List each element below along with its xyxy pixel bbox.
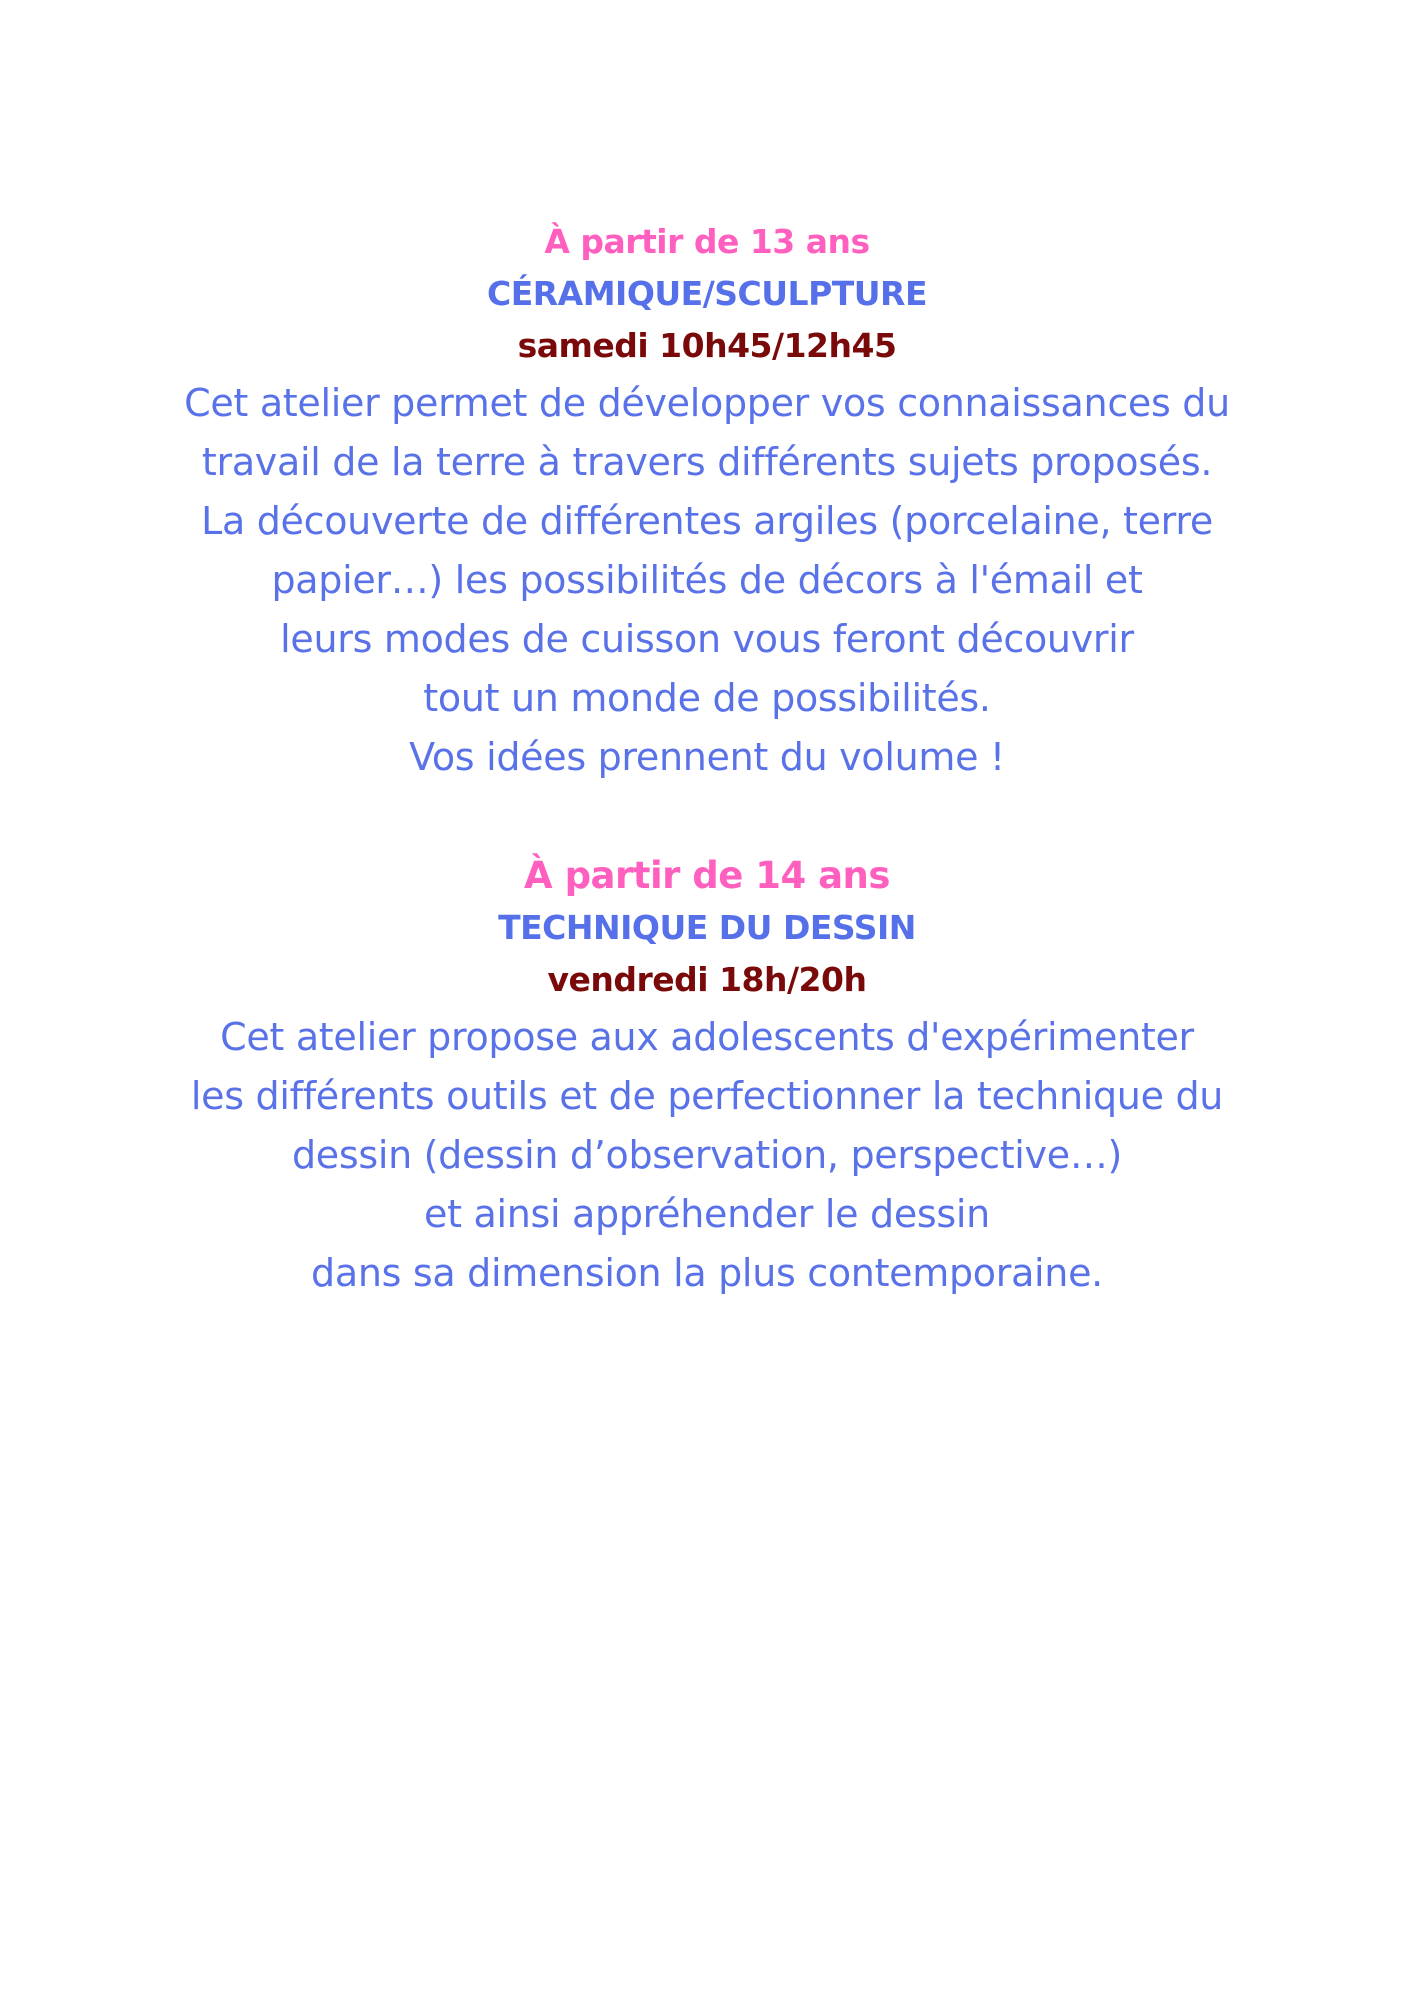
description-line: dans sa dimension la plus contemporaine. — [311, 1251, 1103, 1295]
description-line: La découverte de différentes argiles (porcelaine, terre — [201, 499, 1213, 543]
workshop-description — [0, 1008, 1414, 1303]
description-line: les différents outils et de perfectionner la technique du — [190, 1074, 1224, 1118]
workshop-title: CÉRAMIQUE/SCULPTURE — [486, 274, 928, 313]
workshop-section-dessin — [0, 850, 1414, 1303]
workshop-title: TECHNIQUE DU DESSIN — [498, 908, 916, 947]
description-line: tout un monde de possibilités. — [423, 676, 991, 720]
description-line: Cet atelier propose aux adolescents d'expérimenter — [220, 1015, 1194, 1059]
workshop-section-ceramique — [0, 216, 1414, 787]
workshop-description — [0, 374, 1414, 787]
description-line: et ainsi appréhender le dessin — [424, 1192, 990, 1236]
workshop-schedule: samedi 10h45/12h45 — [517, 326, 897, 365]
description-line: travail de la terre à travers différents sujets proposés. — [201, 440, 1213, 484]
description-line: papier…) les possibilités de décors à l'émail et — [271, 558, 1143, 602]
description-line: Cet atelier permet de développer vos connaissances du — [184, 381, 1230, 425]
description-line: dessin (dessin d’observation, perspective…) — [291, 1133, 1123, 1177]
workshop-schedule: vendredi 18h/20h — [547, 960, 867, 999]
description-line: leurs modes de cuisson vous feront découvrir — [280, 617, 1134, 661]
age-label: À partir de 13 ans — [544, 222, 870, 261]
age-label: À partir de 14 ans — [524, 854, 890, 897]
description-line: Vos idées prennent du volume ! — [409, 735, 1005, 779]
